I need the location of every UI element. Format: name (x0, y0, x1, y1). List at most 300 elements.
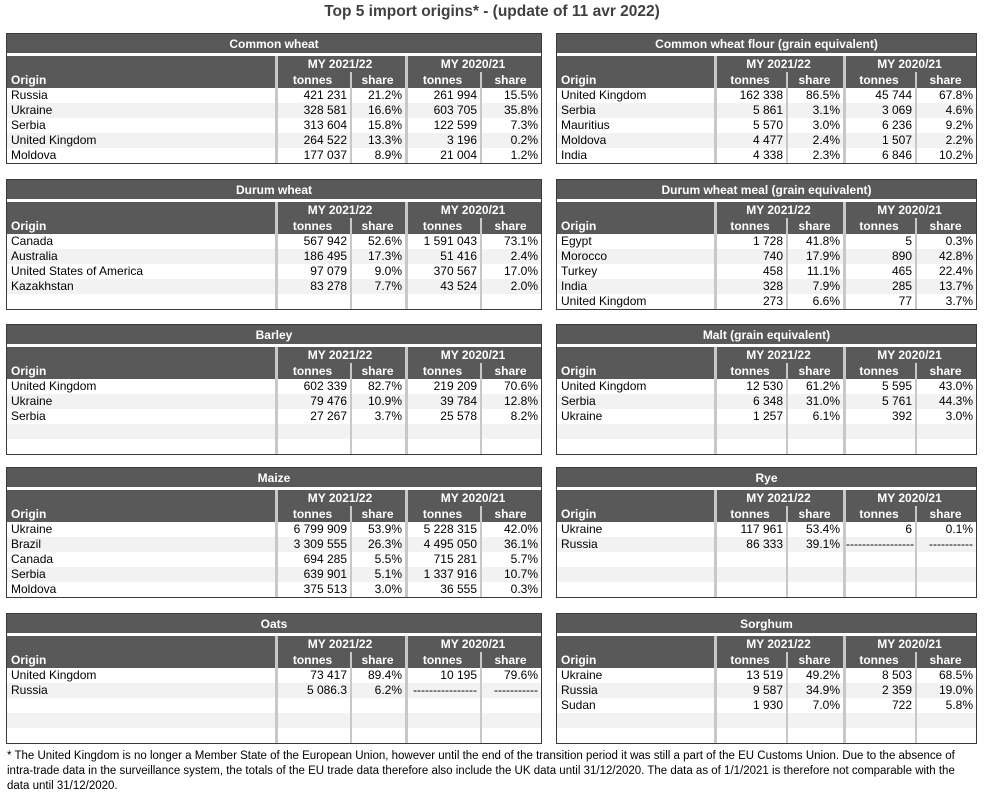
tonnes-previous-cell: 3 196 (405, 133, 480, 148)
share-current-cell: 13.3% (350, 133, 405, 148)
column-divider (480, 72, 482, 88)
period-previous-header: MY 2020/21 (877, 491, 942, 505)
tonnes-current-cell: 5 861 (714, 103, 786, 118)
share-current-header: share (361, 507, 394, 521)
share-current-cell: 7.0% (786, 698, 843, 713)
origin-cell: India (561, 148, 588, 162)
share-current-cell: 3.7% (350, 409, 405, 424)
origin-header: Origin (561, 507, 597, 521)
table-title: Common wheat (7, 34, 541, 56)
column-divider (480, 363, 482, 379)
tonnes-current-header: tonnes (292, 507, 333, 521)
origin-cell: Ukraine (561, 409, 603, 423)
period-current-header: MY 2021/22 (307, 637, 373, 651)
origin-cell: Russia (11, 88, 48, 102)
share-previous-cell: 0.3% (480, 582, 541, 597)
share-current-cell: 26.3% (350, 537, 405, 552)
footnote: * The United Kingdom is no longer a Member State of the European Union, however until the end of the transition period it was still a part of the EU Customs Union. Due to the absence of intra-trade data in the surveillance system, the totals of the EU trade data therefore also include the UK data until 31/12/2020. The data as of 1/1/2021 is therefore not comparable with the data until 31/12/2020. (7, 750, 955, 792)
tonnes-previous-cell: 2 359 (843, 683, 915, 698)
column-divider (714, 56, 717, 88)
share-previous-cell: 8.2% (480, 409, 541, 424)
tonnes-current-cell (275, 713, 350, 728)
share-current-cell (350, 294, 405, 309)
column-divider (843, 636, 846, 668)
table-row (557, 279, 976, 294)
table-title: Malt (grain equivalent) (557, 325, 976, 347)
origin-header: Origin (561, 653, 597, 667)
table-row (557, 439, 976, 454)
share-previous-cell (480, 424, 541, 439)
tonnes-current-cell: 162 338 (714, 88, 786, 103)
tonnes-previous-cell (843, 728, 915, 743)
tonnes-current-cell: 13 519 (714, 668, 786, 683)
share-current-cell: 3.1% (786, 103, 843, 118)
table-header (7, 202, 541, 234)
share-previous-cell: ----------- (480, 683, 541, 698)
table-row (7, 582, 541, 597)
table-row (557, 552, 976, 567)
tonnes-current-cell: 12 530 (714, 379, 786, 394)
share-current-header: share (798, 507, 831, 521)
share-previous-cell: 10.7% (480, 567, 541, 582)
origin-cell: Ukraine (11, 522, 53, 536)
table-common-wheat (6, 33, 542, 164)
column-divider (714, 347, 717, 379)
share-current-cell (786, 728, 843, 743)
column-divider (275, 490, 278, 522)
table-header (557, 202, 976, 234)
tonnes-current-cell: 458 (714, 264, 786, 279)
origin-cell: Serbia (561, 394, 596, 408)
tonnes-previous-cell: 39 784 (405, 394, 480, 409)
table-row (7, 567, 541, 582)
origin-cell (7, 424, 275, 439)
share-previous-cell: ----------- (915, 537, 976, 552)
table-row (557, 133, 976, 148)
share-previous-cell: 0.3% (915, 234, 976, 249)
period-previous-header: MY 2020/21 (877, 57, 942, 71)
origin-cell: Australia (11, 249, 58, 263)
share-previous-header: share (494, 219, 527, 233)
tonnes-previous-cell: 285 (843, 279, 915, 294)
tonnes-current-cell: 4 477 (714, 133, 786, 148)
share-current-cell (350, 439, 405, 454)
table-header (7, 347, 541, 379)
origin-cell: Morocco (561, 249, 608, 263)
origin-cell: Serbia (11, 118, 46, 132)
share-previous-cell: 67.8% (915, 88, 976, 103)
origin-header: Origin (11, 364, 47, 378)
column-divider (275, 56, 278, 88)
share-current-cell: 21.2% (350, 88, 405, 103)
origin-cell (557, 552, 714, 567)
period-current-header: MY 2021/22 (307, 491, 373, 505)
table-body (7, 379, 541, 454)
share-current-cell: 2.3% (786, 148, 843, 163)
tonnes-current-header: tonnes (292, 364, 333, 378)
origin-cell: Moldova (561, 133, 607, 147)
tonnes-previous-cell: ---------------- (405, 683, 480, 698)
share-previous-cell: 0.2% (480, 133, 541, 148)
share-current-header: share (361, 653, 394, 667)
tonnes-current-cell: 27 267 (275, 409, 350, 424)
share-current-cell: 15.8% (350, 118, 405, 133)
table-row (557, 522, 976, 537)
table-row (557, 148, 976, 163)
table-title: Rye (557, 468, 976, 490)
table-row (7, 234, 541, 249)
origin-cell (557, 713, 714, 728)
share-previous-cell (480, 439, 541, 454)
share-previous-cell: 2.4% (480, 249, 541, 264)
origin-header: Origin (11, 73, 47, 87)
share-previous-cell (480, 698, 541, 713)
origin-cell: United Kingdom (561, 294, 647, 308)
share-previous-header: share (494, 507, 527, 521)
tonnes-current-cell (714, 713, 786, 728)
period-previous-header: MY 2020/21 (440, 57, 506, 71)
tonnes-current-header: tonnes (292, 73, 333, 87)
table-row (557, 249, 976, 264)
table-body (7, 668, 541, 743)
share-previous-cell: 17.0% (480, 264, 541, 279)
origin-cell: Kazakhstan (11, 279, 74, 293)
tonnes-previous-cell: 1 507 (843, 133, 915, 148)
share-current-header: share (798, 364, 831, 378)
table-row (557, 103, 976, 118)
table-row (7, 683, 541, 698)
share-current-cell (786, 713, 843, 728)
tonnes-previous-cell: 5 228 315 (405, 522, 480, 537)
origin-cell: United Kingdom (11, 133, 97, 147)
origin-cell: Russia (11, 683, 48, 697)
share-current-cell: 39.1% (786, 537, 843, 552)
column-divider (405, 202, 408, 234)
table-body (557, 522, 976, 597)
share-current-cell: 6.6% (786, 294, 843, 309)
page-title: Top 5 import origins* - (update of 11 avr 2022) (324, 3, 660, 20)
origin-cell: United Kingdom (561, 379, 647, 393)
tonnes-current-cell (714, 567, 786, 582)
tonnes-previous-cell: 51 416 (405, 249, 480, 264)
tonnes-current-cell: 4 338 (714, 148, 786, 163)
tonnes-previous-cell (843, 567, 915, 582)
table-body (7, 88, 541, 163)
column-divider (915, 506, 917, 522)
share-current-header: share (798, 219, 831, 233)
table-row (7, 698, 541, 713)
share-current-cell (786, 439, 843, 454)
table-row (7, 394, 541, 409)
share-previous-cell (915, 424, 976, 439)
tonnes-current-cell: 177 037 (275, 148, 350, 163)
column-divider (714, 202, 717, 234)
tonnes-current-cell (714, 728, 786, 743)
table-header (557, 56, 976, 88)
column-divider (843, 56, 846, 88)
origin-cell (557, 728, 714, 743)
tonnes-previous-cell: 10 195 (405, 668, 480, 683)
origin-header: Origin (11, 653, 47, 667)
share-current-cell: 53.9% (350, 522, 405, 537)
share-previous-cell: 3.7% (915, 294, 976, 309)
table-row (557, 88, 976, 103)
tonnes-previous-cell (843, 713, 915, 728)
tonnes-current-header: tonnes (730, 653, 770, 667)
column-divider (480, 506, 482, 522)
tonnes-previous-header: tonnes (422, 73, 463, 87)
column-divider (915, 218, 917, 234)
origin-cell: Serbia (561, 103, 596, 117)
share-previous-cell: 3.0% (915, 409, 976, 424)
column-divider (350, 363, 352, 379)
table-row (7, 439, 541, 454)
column-divider (480, 652, 482, 668)
origin-cell: Canada (11, 552, 54, 566)
period-current-header: MY 2021/22 (307, 348, 373, 362)
origin-cell: United States of America (11, 264, 144, 278)
tonnes-previous-cell (405, 439, 480, 454)
table-row (557, 394, 976, 409)
tonnes-previous-cell (405, 713, 480, 728)
origin-cell: Serbia (11, 567, 46, 581)
tonnes-previous-header: tonnes (422, 364, 463, 378)
share-current-cell: 2.4% (786, 133, 843, 148)
tonnes-current-cell (714, 552, 786, 567)
share-current-cell: 6.2% (350, 683, 405, 698)
period-current-header: MY 2021/22 (307, 57, 373, 71)
share-previous-cell: 13.7% (915, 279, 976, 294)
column-divider (480, 218, 482, 234)
period-current-header: MY 2021/22 (746, 348, 811, 362)
table-row (557, 537, 976, 552)
share-previous-cell: 7.3% (480, 118, 541, 133)
table-row (557, 713, 976, 728)
column-divider (405, 347, 408, 379)
share-current-cell: 3.0% (786, 118, 843, 133)
share-previous-cell (480, 728, 541, 743)
table-row (557, 582, 976, 597)
share-current-cell: 34.9% (786, 683, 843, 698)
share-current-cell: 52.6% (350, 234, 405, 249)
tonnes-previous-cell (843, 424, 915, 439)
tonnes-previous-cell (843, 552, 915, 567)
origin-cell: United Kingdom (561, 88, 647, 102)
tonnes-previous-header: tonnes (859, 653, 899, 667)
origin-cell: Serbia (11, 409, 46, 423)
share-current-cell: 5.1% (350, 567, 405, 582)
share-current-cell: 7.9% (786, 279, 843, 294)
share-current-cell: 5.5% (350, 552, 405, 567)
tonnes-previous-cell: 5 595 (843, 379, 915, 394)
column-divider (786, 652, 788, 668)
table-row (7, 409, 541, 424)
share-previous-cell: 2.0% (480, 279, 541, 294)
tonnes-previous-cell: 5 (843, 234, 915, 249)
period-previous-header: MY 2020/21 (440, 203, 506, 217)
column-divider (350, 652, 352, 668)
period-current-header: MY 2021/22 (746, 203, 811, 217)
tonnes-previous-cell (405, 424, 480, 439)
tonnes-previous-cell: 8 503 (843, 668, 915, 683)
tonnes-previous-cell: 603 705 (405, 103, 480, 118)
table-title: Oats (7, 614, 541, 636)
share-current-header: share (361, 219, 394, 233)
table-header (557, 347, 976, 379)
table-title: Durum wheat (7, 180, 541, 202)
share-current-header: share (361, 73, 394, 87)
share-previous-cell: 0.1% (915, 522, 976, 537)
table-row (557, 698, 976, 713)
share-previous-cell: 42.0% (480, 522, 541, 537)
tonnes-current-cell (714, 424, 786, 439)
origin-cell (557, 439, 714, 454)
tonnes-previous-cell (405, 728, 480, 743)
tonnes-current-cell: 740 (714, 249, 786, 264)
share-previous-cell: 5.8% (915, 698, 976, 713)
table-malt-grain-equivalent (556, 324, 977, 455)
origin-cell: Mauritius (561, 118, 610, 132)
share-current-cell (350, 713, 405, 728)
origin-header: Origin (11, 507, 47, 521)
origin-cell: Ukraine (561, 522, 603, 536)
table-row (557, 567, 976, 582)
share-current-cell: 16.6% (350, 103, 405, 118)
share-previous-cell: 2.2% (915, 133, 976, 148)
table-row (7, 103, 541, 118)
share-previous-cell: 5.7% (480, 552, 541, 567)
period-current-header: MY 2021/22 (307, 203, 373, 217)
origin-cell: Brazil (11, 537, 42, 551)
table-row (557, 379, 976, 394)
period-previous-header: MY 2020/21 (440, 348, 506, 362)
tonnes-previous-cell: 6 846 (843, 148, 915, 163)
column-divider (915, 363, 917, 379)
share-previous-header: share (929, 364, 962, 378)
tonnes-current-cell: 83 278 (275, 279, 350, 294)
column-divider (915, 652, 917, 668)
share-previous-cell: 44.3% (915, 394, 976, 409)
table-header (7, 490, 541, 522)
tonnes-previous-cell: 715 281 (405, 552, 480, 567)
origin-cell (7, 728, 275, 743)
tonnes-previous-cell (843, 439, 915, 454)
share-current-cell (786, 567, 843, 582)
share-current-cell: 10.9% (350, 394, 405, 409)
origin-header: Origin (11, 219, 47, 233)
tonnes-current-cell: 264 522 (275, 133, 350, 148)
share-previous-cell: 19.0% (915, 683, 976, 698)
column-divider (786, 72, 788, 88)
tonnes-previous-cell: 45 744 (843, 88, 915, 103)
tonnes-current-header: tonnes (730, 73, 770, 87)
tonnes-previous-cell: 21 004 (405, 148, 480, 163)
share-previous-cell (915, 728, 976, 743)
tonnes-current-cell: 567 942 (275, 234, 350, 249)
share-previous-header: share (494, 73, 527, 87)
tonnes-current-cell (275, 424, 350, 439)
share-current-cell: 7.7% (350, 279, 405, 294)
share-previous-header: share (929, 73, 962, 87)
table-row (557, 118, 976, 133)
origin-cell: Sudan (561, 698, 596, 712)
share-current-cell: 61.2% (786, 379, 843, 394)
tonnes-current-header: tonnes (292, 653, 333, 667)
table-body (7, 522, 541, 597)
tonnes-current-cell: 375 513 (275, 582, 350, 597)
origin-cell: Ukraine (11, 394, 53, 408)
table-row (7, 537, 541, 552)
tonnes-current-cell (714, 582, 786, 597)
tonnes-previous-header: tonnes (422, 219, 463, 233)
period-previous-header: MY 2020/21 (877, 637, 942, 651)
table-oats (6, 613, 542, 744)
table-durum-wheat-meal-grain-equivalent (556, 179, 977, 310)
table-row (557, 409, 976, 424)
origin-cell: Ukraine (561, 668, 603, 682)
origin-cell (557, 582, 714, 597)
tonnes-previous-header: tonnes (859, 507, 899, 521)
tonnes-previous-header: tonnes (422, 507, 463, 521)
origin-cell (557, 424, 714, 439)
tonnes-current-cell: 1 930 (714, 698, 786, 713)
origin-cell: Egypt (561, 234, 592, 248)
tonnes-current-cell: 97 079 (275, 264, 350, 279)
share-current-cell: 11.1% (786, 264, 843, 279)
share-previous-cell: 4.6% (915, 103, 976, 118)
tonnes-current-cell: 5 086.3 (275, 683, 350, 698)
tonnes-previous-cell: 1 337 916 (405, 567, 480, 582)
tonnes-previous-cell: 77 (843, 294, 915, 309)
table-row (7, 133, 541, 148)
table-title: Sorghum (557, 614, 976, 636)
column-divider (350, 218, 352, 234)
table-header (7, 636, 541, 668)
tonnes-current-cell (275, 698, 350, 713)
share-current-cell (786, 582, 843, 597)
origin-cell (7, 698, 275, 713)
share-current-cell: 8.9% (350, 148, 405, 163)
share-current-cell (350, 728, 405, 743)
share-current-cell: 3.0% (350, 582, 405, 597)
tonnes-previous-cell: 219 209 (405, 379, 480, 394)
table-row (7, 552, 541, 567)
tonnes-previous-cell: 722 (843, 698, 915, 713)
tonnes-previous-cell: 43 524 (405, 279, 480, 294)
tonnes-current-cell: 313 604 (275, 118, 350, 133)
table-body (557, 668, 976, 743)
column-divider (275, 347, 278, 379)
table-body (557, 379, 976, 454)
share-previous-cell (915, 552, 976, 567)
table-common-wheat-flour-grain-equivalent (556, 33, 977, 164)
period-current-header: MY 2021/22 (746, 57, 811, 71)
share-previous-header: share (494, 364, 527, 378)
column-divider (843, 347, 846, 379)
table-row (557, 668, 976, 683)
origin-cell: Moldova (11, 148, 57, 162)
share-previous-cell (480, 713, 541, 728)
tonnes-current-cell: 5 570 (714, 118, 786, 133)
table-durum-wheat (6, 179, 542, 310)
tonnes-current-cell: 273 (714, 294, 786, 309)
origin-cell: Canada (11, 234, 54, 248)
tonnes-current-header: tonnes (730, 364, 770, 378)
origin-cell: India (561, 279, 588, 293)
table-row (7, 379, 541, 394)
table-barley (6, 324, 542, 455)
table-row (557, 234, 976, 249)
